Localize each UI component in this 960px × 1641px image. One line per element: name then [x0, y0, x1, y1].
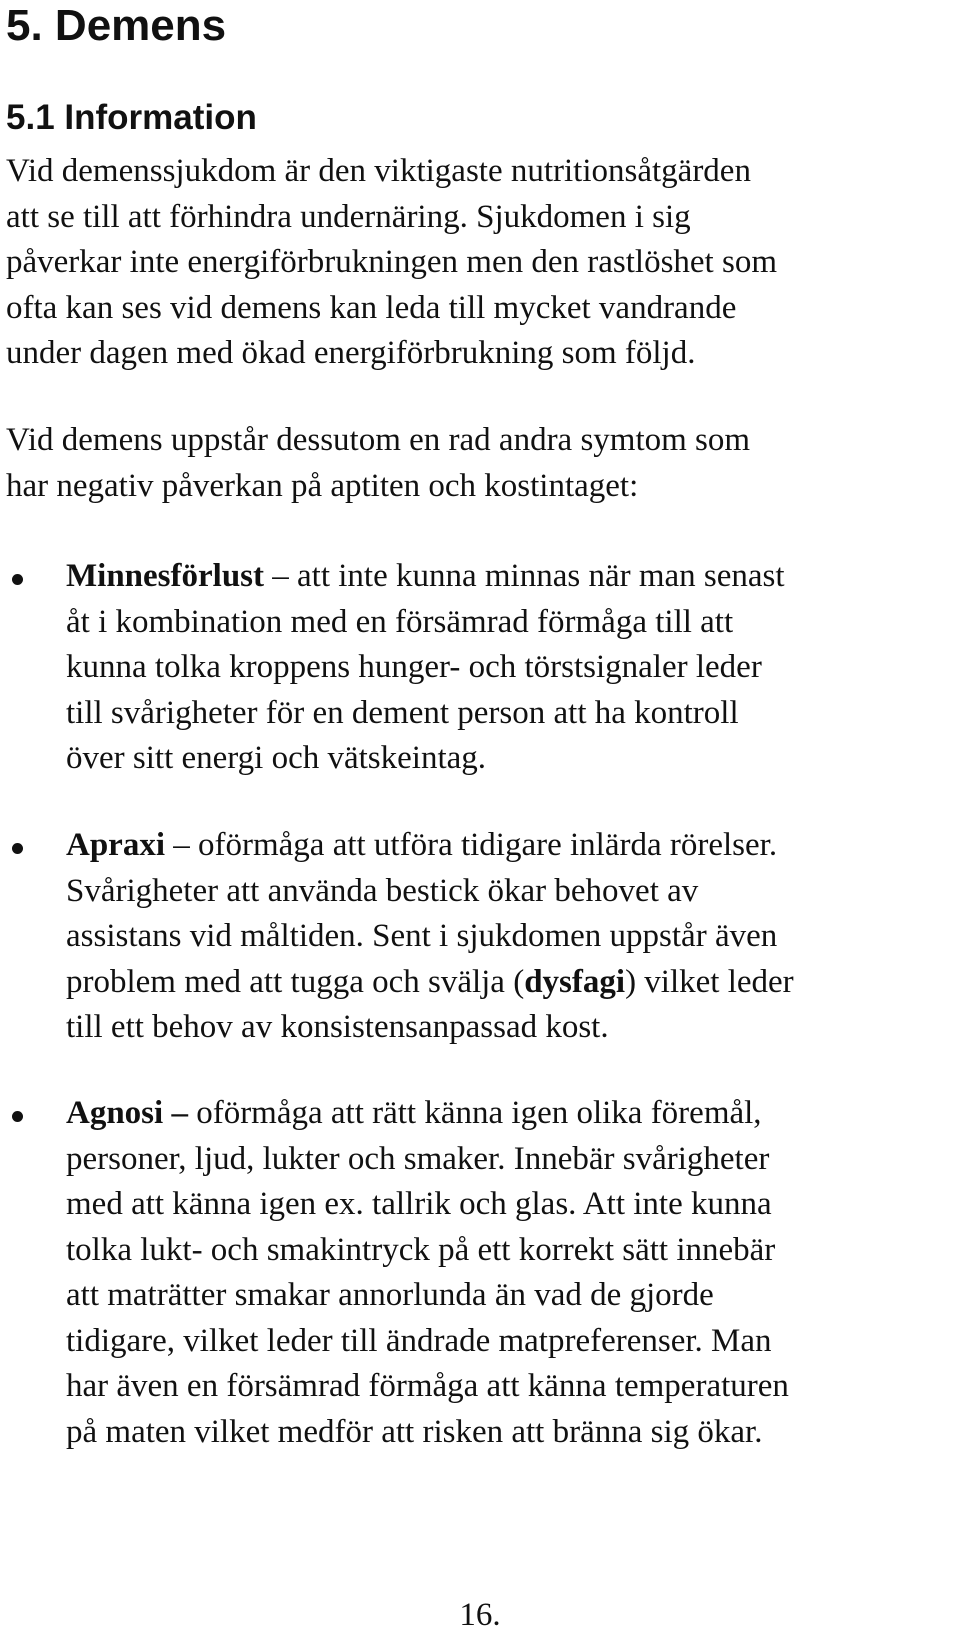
list-item-agnosi: [66, 1091, 789, 1455]
list-item-apraxi: [66, 823, 794, 1051]
list-item-line: personer, ljud, lukter och smaker. Innebär svårigheter: [66, 1140, 770, 1177]
intro-paragraph: [6, 149, 777, 377]
list-item-line: kunna tolka kroppens hunger- och törstsignaler leder: [66, 649, 762, 685]
list-item-line: Svårigheter att använda bestick ökar behovet av: [66, 872, 699, 909]
bullet-icon: [12, 843, 23, 854]
list-item-line: tidigare, vilket leder till ändrade matpreferenser. Man: [66, 1322, 772, 1359]
line-text-after: ) vilket leder: [625, 963, 794, 1000]
list-item-line: till ett behov av konsistensanpassad kost.: [66, 1009, 609, 1045]
list-item-line: till svårigheter för en dement person att ha kontroll: [66, 694, 739, 731]
bullet-icon: [12, 574, 23, 585]
list-item-line: assistans vid måltiden. Sent i sjukdomen uppstår även: [66, 918, 778, 954]
paragraph-line: ofta kan ses vid demens kan leda till mycket vandrande: [6, 289, 737, 326]
dysfagi-term: dysfagi: [524, 963, 626, 1000]
paragraph-line: påverkar inte energiförbrukningen men den rastlöshet som: [6, 244, 777, 280]
list-item-line: på maten vilket medför att risken att bränna sig ökar.: [66, 1413, 763, 1450]
paragraph-line: har negativ påverkan på aptiten och kostintaget:: [6, 467, 639, 504]
first-line-text: att inte kunna minnas när man senast: [297, 558, 785, 594]
page-title: 5. Demens: [6, 1, 227, 50]
list-item-line: [66, 960, 794, 1006]
paragraph-line: under dagen med ökad energiförbrukning som följd.: [6, 335, 696, 371]
term-label: Agnosi –: [66, 1095, 188, 1131]
line-text-before: problem med att tugga och svälja (: [66, 963, 525, 1000]
paragraph-line: Vid demens uppstår dessutom en rad andra symtom som: [6, 422, 751, 458]
symptoms-intro-paragraph: [6, 418, 750, 509]
list-item-line: med att känna igen ex. tallrik och glas. Att inte kunna: [66, 1186, 772, 1222]
list-item-line: har även en försämrad förmåga att känna temperaturen: [66, 1368, 789, 1404]
term-label: Apraxi: [66, 827, 165, 863]
paragraph-line: Vid demenssjukdom är den viktigaste nutritionsåtgärden: [6, 153, 751, 189]
list-item-line: över sitt energi och vätskeintag.: [66, 740, 487, 776]
list-item-line: att maträtter smakar annorlunda än vad de gjorde: [66, 1277, 714, 1313]
list-item-first-line: [66, 823, 794, 869]
page-number: 16.: [459, 1597, 501, 1633]
list-item-first-line: [66, 554, 785, 600]
term-label: Minnesförlust: [66, 558, 264, 594]
dash: –: [272, 558, 289, 594]
first-line-text: oförmåga att rätt känna igen olika föremål,: [196, 1095, 762, 1131]
bullet-icon: [12, 1111, 23, 1122]
dash: –: [173, 827, 190, 863]
list-item-line: tolka lukt- och smakintryck på ett korrekt sätt innebär: [66, 1231, 776, 1268]
list-item-line: åt i kombination med en försämrad förmåga till att: [66, 603, 734, 640]
list-item-first-line: [66, 1091, 789, 1137]
paragraph-line: att se till att förhindra undernäring. Sjukdomen i sig: [6, 198, 691, 235]
first-line-text: oförmåga att utföra tidigare inlärda rörelser.: [198, 827, 778, 863]
list-item-minnesforlust: [66, 554, 785, 782]
section-heading: 5.1 Information: [6, 98, 257, 137]
